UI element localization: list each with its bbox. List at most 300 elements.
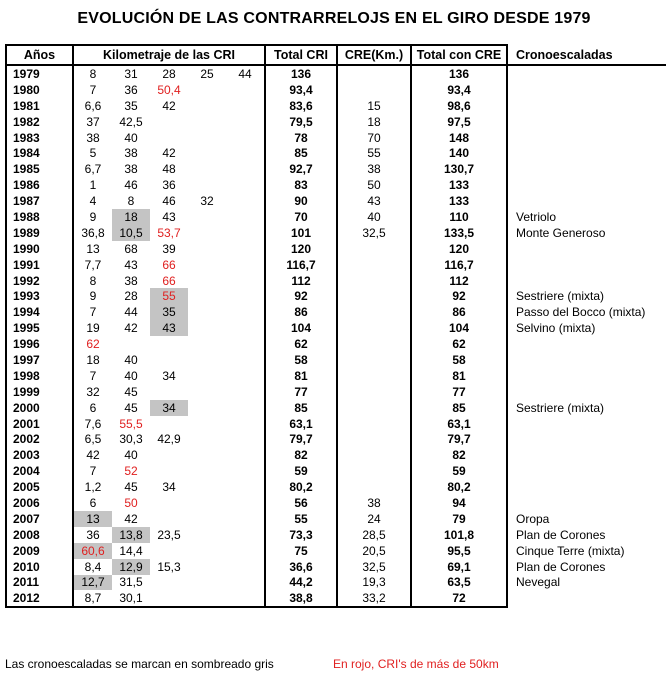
cell-km-1: 36 — [86, 527, 100, 542]
cell-note — [507, 257, 666, 273]
table-row — [6, 400, 666, 416]
cell-km-4 — [188, 463, 226, 479]
cell-total-cri: 79,5 — [265, 114, 337, 130]
table-row — [6, 575, 666, 591]
cell-note — [507, 98, 666, 114]
cell-cre — [337, 82, 411, 98]
cell-km-1: 13 — [86, 241, 100, 256]
cell-note — [507, 82, 666, 98]
cell-total-cri: 116,7 — [265, 257, 337, 273]
cell-total-cri: 63,1 — [265, 416, 337, 432]
cell-km-3: 43 — [162, 209, 176, 224]
cell-km-4 — [188, 288, 226, 304]
cell-km-2: 31 — [124, 66, 138, 81]
header-year: Años — [6, 45, 73, 65]
cell-km-4 — [188, 575, 226, 591]
cell-km-3: 34 — [162, 368, 176, 383]
table-row — [6, 431, 666, 447]
cell-year: 2002 — [6, 431, 73, 447]
cell-total-cre: 82 — [411, 447, 507, 463]
cell-note: Monte Generoso — [516, 225, 606, 240]
cell-km-2: 42,5 — [119, 114, 143, 129]
cell-note — [507, 352, 666, 368]
cell-km-4 — [188, 257, 226, 273]
cell-km-5 — [226, 590, 265, 607]
cell-total-cre: 93,4 — [411, 82, 507, 98]
cell-km-5 — [226, 400, 265, 416]
cell-cre — [337, 336, 411, 352]
cell-total-cri: 85 — [265, 145, 337, 161]
cell-note: Oropa — [516, 511, 550, 526]
table-row — [6, 320, 666, 336]
cell-note — [507, 447, 666, 463]
cell-km-5 — [226, 193, 265, 209]
cell-cre: 32,5 — [337, 225, 411, 241]
cell-year: 1991 — [6, 257, 73, 273]
cell-km-1: 12,7 — [73, 575, 112, 591]
cell-note — [507, 336, 666, 352]
cell-km-3: 39 — [162, 241, 176, 256]
cell-total-cri: 56 — [265, 495, 337, 511]
cell-km-4 — [188, 479, 226, 495]
table-row — [6, 463, 666, 479]
cell-note — [507, 479, 666, 495]
cell-km-1: 1,2 — [84, 480, 102, 495]
cell-km-3: 43 — [150, 320, 188, 336]
cell-km-5 — [226, 368, 265, 384]
table-row — [6, 209, 666, 225]
cell-km-2: 30,1 — [112, 590, 150, 607]
cell-cre — [337, 368, 411, 384]
cell-km-3 — [150, 130, 188, 146]
cell-cre: 32,5 — [337, 559, 411, 575]
cell-km-2: 30,3 — [119, 432, 143, 447]
cell-km-5 — [226, 495, 265, 511]
cell-note — [507, 431, 666, 447]
cell-km-2: 12,9 — [112, 559, 150, 575]
cell-km-3: 34 — [162, 480, 176, 495]
cell-total-cre: 86 — [411, 304, 507, 320]
cell-note — [507, 241, 666, 257]
cell-km-2: 42 — [124, 321, 138, 336]
cell-cre: 19,3 — [337, 575, 411, 591]
cell-km-4 — [188, 543, 226, 559]
cell-km-5 — [226, 543, 265, 559]
cell-km-4 — [188, 495, 226, 511]
cell-year: 1996 — [6, 336, 73, 352]
cell-total-cri: 83 — [265, 177, 337, 193]
cell-total-cri: 75 — [265, 543, 337, 559]
cell-km-4 — [188, 368, 226, 384]
cell-km-4 — [188, 511, 226, 527]
cell-km-5 — [226, 177, 265, 193]
cell-km-5 — [226, 161, 265, 177]
cell-year: 2009 — [6, 543, 73, 559]
cell-km-4 — [188, 384, 226, 400]
cell-total-cre: 79,7 — [411, 431, 507, 447]
cell-km-5 — [226, 320, 265, 336]
cell-km-3: 36 — [162, 178, 176, 193]
table-row — [6, 336, 666, 352]
cell-km-3: 34 — [150, 400, 188, 416]
cell-km-4 — [188, 527, 226, 543]
cell-km-1: 62 — [86, 337, 100, 352]
table-row — [6, 114, 666, 130]
table-row — [6, 495, 666, 511]
table-row — [6, 241, 666, 257]
cell-km-4 — [188, 400, 226, 416]
cell-total-cri: 70 — [265, 209, 337, 225]
cell-km-1: 6 — [89, 495, 97, 510]
cell-total-cre: 98,6 — [411, 98, 507, 114]
cell-km-3: 48 — [162, 162, 176, 177]
cell-km-3 — [150, 575, 188, 591]
cell-year: 1989 — [6, 225, 73, 241]
table-row — [6, 177, 666, 193]
cell-cre: 50 — [337, 177, 411, 193]
cell-cre: 33,2 — [337, 590, 411, 607]
cell-total-cri: 77 — [265, 384, 337, 400]
cell-km-2: 40 — [124, 130, 138, 145]
cell-km-5 — [226, 114, 265, 130]
cell-note: Cinque Terre (mixta) — [516, 543, 625, 558]
cell-km-2: 40 — [124, 448, 138, 463]
table-row — [6, 225, 666, 241]
cell-cre: 38 — [337, 161, 411, 177]
cell-km-4: 32 — [200, 194, 214, 209]
cell-total-cre: 104 — [411, 320, 507, 336]
cell-year: 2000 — [6, 400, 73, 416]
cell-year: 1979 — [6, 65, 73, 82]
cell-total-cre: 133 — [411, 177, 507, 193]
cell-km-5: 44 — [226, 65, 265, 82]
table-row — [6, 527, 666, 543]
cell-total-cre: 58 — [411, 352, 507, 368]
cell-km-5 — [226, 431, 265, 447]
cell-year: 2012 — [6, 590, 73, 607]
cell-year: 1997 — [6, 352, 73, 368]
table-row — [6, 447, 666, 463]
cell-km-4 — [188, 320, 226, 336]
cell-km-4 — [188, 98, 226, 114]
cell-km-2: 35 — [124, 98, 138, 113]
cell-year: 1998 — [6, 368, 73, 384]
cell-km-3: 35 — [150, 304, 188, 320]
cell-km-5 — [226, 511, 265, 527]
cell-cre — [337, 384, 411, 400]
cell-km-1: 8 — [89, 273, 97, 288]
cell-km-5 — [226, 209, 265, 225]
cell-total-cri: 85 — [265, 400, 337, 416]
cell-total-cri: 58 — [265, 352, 337, 368]
cell-km-2: 28 — [124, 289, 138, 304]
cell-year: 2010 — [6, 559, 73, 575]
cell-year: 1983 — [6, 130, 73, 146]
cell-year: 1988 — [6, 209, 73, 225]
cell-km-2: 46 — [124, 178, 138, 193]
cell-km-3 — [150, 447, 188, 463]
cell-total-cre: 79 — [411, 511, 507, 527]
table-row — [6, 384, 666, 400]
cell-km-4 — [188, 590, 226, 607]
cell-total-cri: 92 — [265, 288, 337, 304]
table-row — [6, 98, 666, 114]
cell-cre — [337, 352, 411, 368]
table-header-row — [6, 45, 666, 65]
cell-cre — [337, 431, 411, 447]
cell-cre — [337, 65, 411, 82]
cell-total-cri: 44,2 — [265, 575, 337, 591]
cell-note: Plan de Corones — [516, 559, 606, 574]
cell-note: Sestriere (mixta) — [516, 400, 605, 415]
cell-km-1: 7,7 — [84, 257, 102, 272]
cell-total-cri: 36,6 — [265, 559, 337, 575]
cell-km-3: 50,4 — [157, 82, 181, 97]
cell-km-5 — [226, 273, 265, 289]
table-row — [6, 352, 666, 368]
cell-km-1: 19 — [86, 321, 100, 336]
cell-km-1: 1 — [89, 178, 97, 193]
cell-km-5 — [226, 352, 265, 368]
cell-year: 1994 — [6, 304, 73, 320]
cell-km-1: 4 — [89, 194, 97, 209]
cell-note — [507, 273, 666, 289]
cell-km-4 — [188, 336, 226, 352]
cell-note: Plan de Corones — [516, 527, 606, 542]
cell-km-4 — [188, 225, 226, 241]
cell-km-4 — [188, 273, 226, 289]
cell-km-4: 25 — [200, 66, 214, 81]
cell-km-1: 6,6 — [84, 98, 102, 113]
cell-km-1: 9 — [89, 289, 97, 304]
cell-note — [507, 495, 666, 511]
cell-km-5 — [226, 225, 265, 241]
cell-km-1: 9 — [89, 209, 97, 224]
cell-total-cri: 93,4 — [265, 82, 337, 98]
cell-km-3: 42,9 — [157, 432, 181, 447]
table-row — [6, 161, 666, 177]
cell-total-cre: 69,1 — [411, 559, 507, 575]
cell-note: Sestriere (mixta) — [516, 289, 605, 304]
cell-km-2: 38 — [124, 273, 138, 288]
cell-km-3: 46 — [162, 194, 176, 209]
cell-total-cre: 81 — [411, 368, 507, 384]
cell-note: Passo del Bocco (mixta) — [516, 305, 646, 320]
cell-km-5 — [226, 130, 265, 146]
cell-note — [507, 161, 666, 177]
cell-year: 1986 — [6, 177, 73, 193]
cell-km-1: 36,8 — [81, 225, 105, 240]
cell-total-cri: 136 — [265, 65, 337, 82]
cell-year: 1993 — [6, 288, 73, 304]
cell-note — [507, 177, 666, 193]
cell-km-3 — [150, 384, 188, 400]
cell-km-3: 66 — [162, 273, 176, 288]
cell-km-3 — [150, 114, 188, 130]
table-row — [6, 130, 666, 146]
cell-km-3: 23,5 — [157, 527, 181, 542]
cell-total-cre: 112 — [411, 273, 507, 289]
cell-total-cre: 80,2 — [411, 479, 507, 495]
table-row — [6, 82, 666, 98]
cell-total-cre: 130,7 — [411, 161, 507, 177]
cell-km-2: 40 — [124, 368, 138, 383]
cell-km-5 — [226, 384, 265, 400]
cell-total-cri: 92,7 — [265, 161, 337, 177]
header-cre: CRE(Km.) — [337, 45, 411, 65]
cell-year: 2008 — [6, 527, 73, 543]
cell-km-1: 7 — [89, 368, 97, 383]
table-row — [6, 368, 666, 384]
cell-total-cre: 133 — [411, 193, 507, 209]
cell-km-3 — [150, 511, 188, 527]
cell-km-2: 44 — [124, 305, 138, 320]
cell-km-4 — [188, 447, 226, 463]
cell-km-5 — [226, 559, 265, 575]
cell-total-cre: 92 — [411, 288, 507, 304]
cell-km-2: 55,5 — [119, 416, 143, 431]
cell-km-2 — [112, 336, 150, 352]
cell-note — [507, 145, 666, 161]
cell-cre: 40 — [337, 209, 411, 225]
cell-km-2: 40 — [124, 352, 138, 367]
cell-total-cre: 110 — [411, 209, 507, 225]
cell-cre — [337, 257, 411, 273]
cell-note: Selvino (mixta) — [516, 321, 596, 336]
cell-km-5 — [226, 288, 265, 304]
cell-km-3: 28 — [162, 66, 176, 81]
cell-total-cre: 63,1 — [411, 416, 507, 432]
cell-total-cre: 77 — [411, 384, 507, 400]
cell-km-4 — [188, 130, 226, 146]
cell-total-cre: 133,5 — [411, 225, 507, 241]
cell-km-5 — [226, 447, 265, 463]
table-row — [6, 304, 666, 320]
cell-year: 1999 — [6, 384, 73, 400]
cell-km-1: 7,6 — [84, 416, 102, 431]
cell-km-1: 6,5 — [84, 432, 102, 447]
cell-km-1: 8,4 — [84, 559, 102, 574]
cell-cre — [337, 463, 411, 479]
cell-km-2: 14,4 — [119, 543, 143, 558]
cell-km-2: 52 — [124, 464, 138, 479]
cell-km-2: 36 — [124, 82, 138, 97]
table-row — [6, 288, 666, 304]
cell-km-3: 42 — [162, 98, 176, 113]
cell-total-cri: 101 — [265, 225, 337, 241]
cell-cre — [337, 304, 411, 320]
cell-cre: 15 — [337, 98, 411, 114]
cell-total-cre: 62 — [411, 336, 507, 352]
cell-cre: 70 — [337, 130, 411, 146]
cell-total-cri: 78 — [265, 130, 337, 146]
cell-cre — [337, 320, 411, 336]
cell-km-5 — [226, 241, 265, 257]
cell-km-2: 18 — [112, 209, 150, 225]
cell-km-2: 50 — [124, 495, 138, 510]
cell-year: 2001 — [6, 416, 73, 432]
cell-km-1: 8 — [89, 66, 97, 81]
header-total-cre: Total con CRE — [411, 45, 507, 65]
cell-total-cri: 82 — [265, 447, 337, 463]
time-trial-table — [5, 44, 666, 608]
cell-km-3 — [150, 336, 188, 352]
cell-km-5 — [226, 575, 265, 591]
cell-km-2: 38 — [124, 146, 138, 161]
cell-km-2: 45 — [124, 400, 138, 415]
cell-km-1: 6 — [89, 400, 97, 415]
cell-total-cri: 81 — [265, 368, 337, 384]
cell-km-4 — [188, 416, 226, 432]
cell-cre — [337, 416, 411, 432]
table-row — [6, 193, 666, 209]
cell-km-3 — [150, 590, 188, 607]
cell-km-1: 5 — [89, 146, 97, 161]
cell-total-cri: 38,8 — [265, 590, 337, 607]
cell-year: 2005 — [6, 479, 73, 495]
cell-year: 2004 — [6, 463, 73, 479]
cell-km-2: 68 — [124, 241, 138, 256]
cell-year: 1995 — [6, 320, 73, 336]
cell-km-5 — [226, 527, 265, 543]
cell-total-cri: 104 — [265, 320, 337, 336]
cell-cre: 38 — [337, 495, 411, 511]
cell-year: 2007 — [6, 511, 73, 527]
cell-cre: 20,5 — [337, 543, 411, 559]
cell-total-cre: 97,5 — [411, 114, 507, 130]
cell-total-cre: 148 — [411, 130, 507, 146]
cell-km-1: 7 — [89, 82, 97, 97]
cell-total-cre: 72 — [411, 590, 507, 607]
cell-total-cri: 112 — [265, 273, 337, 289]
cell-total-cre: 101,8 — [411, 527, 507, 543]
cell-cre: 18 — [337, 114, 411, 130]
table-row — [6, 479, 666, 495]
cell-km-5 — [226, 479, 265, 495]
page-title: EVOLUCIÓN DE LAS CONTRARRELOJS EN EL GIRO DESDE 1979 — [77, 10, 591, 27]
cell-note — [507, 130, 666, 146]
cell-km-4 — [188, 431, 226, 447]
cell-total-cri: 73,3 — [265, 527, 337, 543]
cell-total-cre: 136 — [411, 65, 507, 82]
cell-note: Nevegal — [516, 575, 561, 590]
cell-total-cri: 83,6 — [265, 98, 337, 114]
footer-shaded-note: Las cronoescaladas se marcan en sombreado gris — [5, 657, 274, 671]
cell-km-2: 10,5 — [112, 225, 150, 241]
cell-note — [507, 65, 666, 82]
table-row — [6, 145, 666, 161]
cell-km-5 — [226, 336, 265, 352]
cell-total-cri: 79,7 — [265, 431, 337, 447]
cell-total-cri: 59 — [265, 463, 337, 479]
cell-note — [507, 193, 666, 209]
cell-km-1: 7 — [89, 305, 97, 320]
cell-total-cri: 80,2 — [265, 479, 337, 495]
cell-km-2: 43 — [124, 257, 138, 272]
cell-km-3: 42 — [162, 146, 176, 161]
cell-km-3 — [150, 463, 188, 479]
cell-km-1: 13 — [73, 511, 112, 527]
header-km: Kilometraje de las CRI — [73, 45, 265, 65]
cell-km-4 — [188, 114, 226, 130]
header-total: Total CRI — [265, 45, 337, 65]
table-row — [6, 273, 666, 289]
cell-km-4 — [188, 559, 226, 575]
cell-km-4 — [188, 241, 226, 257]
cell-cre: 24 — [337, 511, 411, 527]
cell-cre — [337, 479, 411, 495]
cell-year: 1985 — [6, 161, 73, 177]
